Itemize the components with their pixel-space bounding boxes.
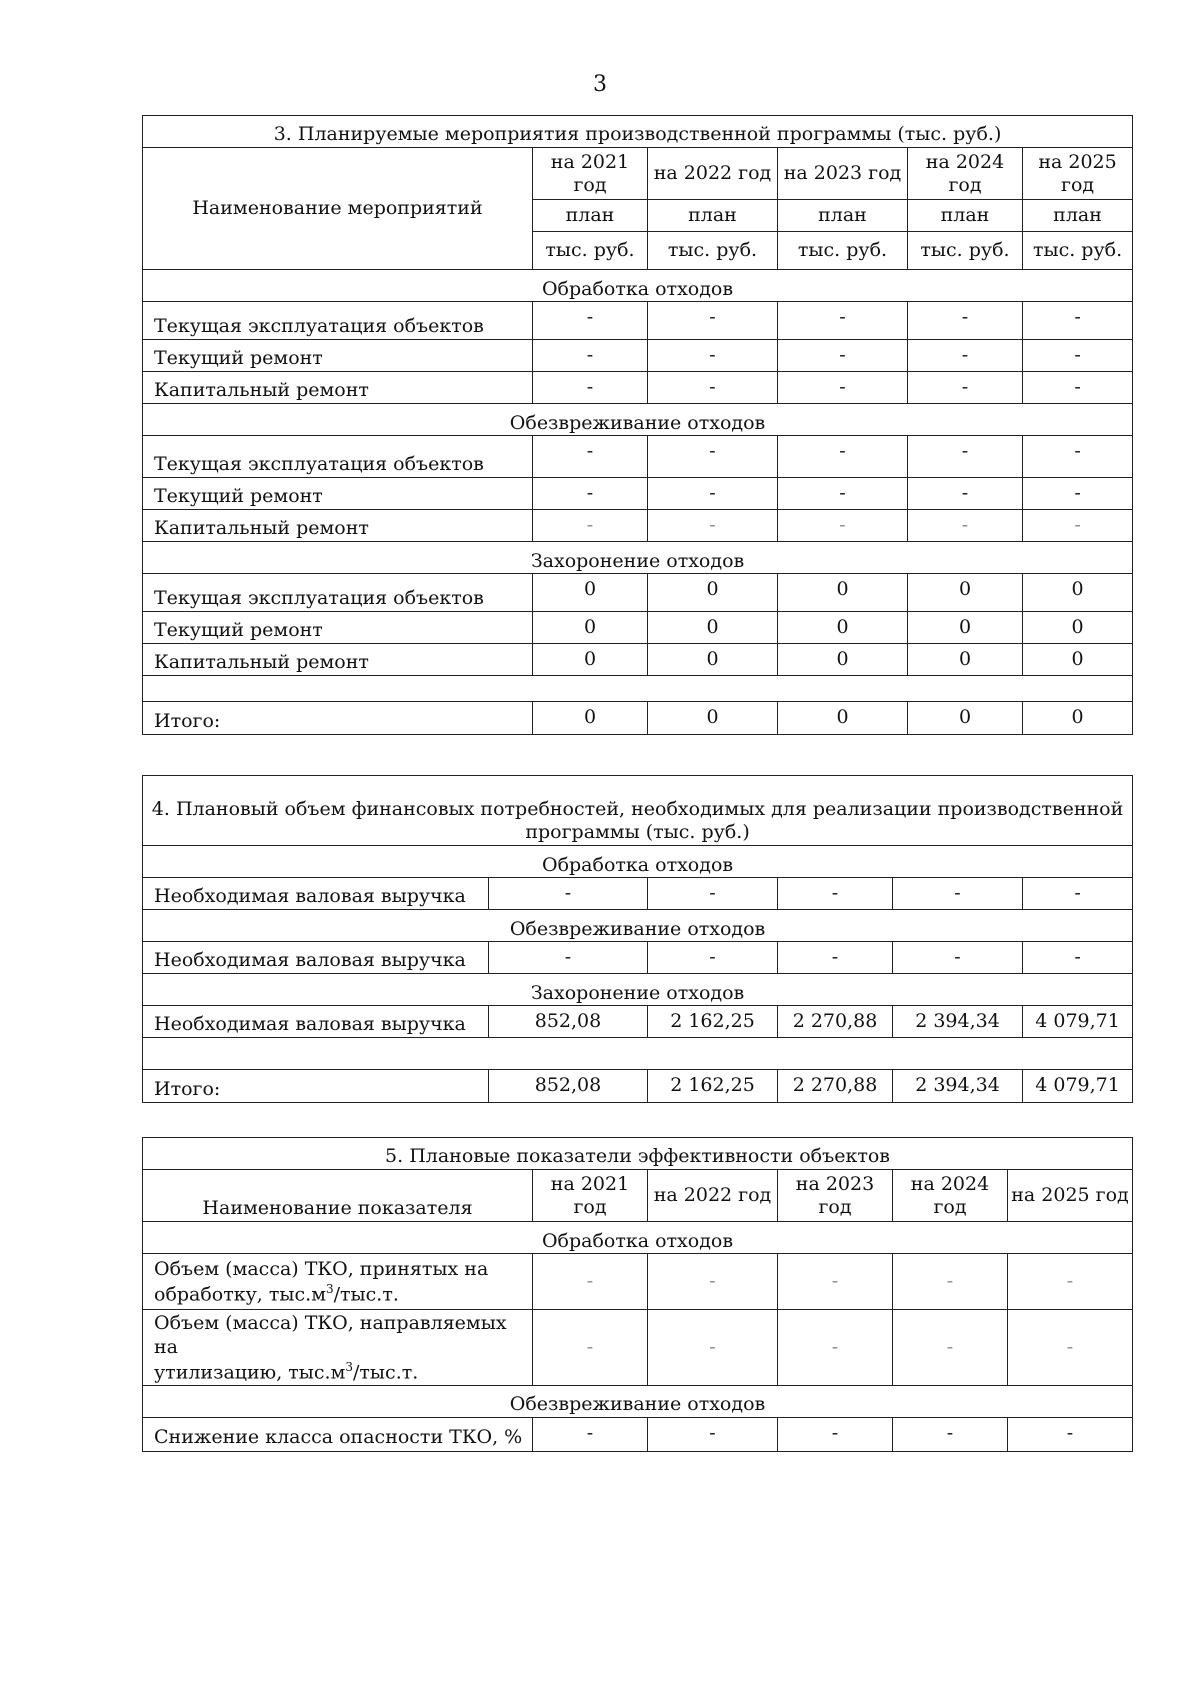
value-cell: - [648, 942, 778, 974]
value-cell: - [533, 436, 648, 478]
value-cell: - [1023, 510, 1133, 542]
value-cell: - [533, 1254, 648, 1310]
year-header: на 2024 год [893, 1170, 1008, 1222]
table5-title: 5. Плановые показатели эффективности объектов [143, 1138, 1133, 1170]
value-cell: 2 162,25 [648, 1006, 778, 1038]
value-cell: 0 [1023, 574, 1133, 612]
value-cell: - [648, 510, 778, 542]
value-cell: - [778, 436, 908, 478]
value-cell: 0 [648, 644, 778, 676]
value-cell: - [1023, 340, 1133, 372]
value-cell: - [1008, 1254, 1133, 1310]
value-cell: - [648, 1417, 778, 1451]
financial-needs-table [142, 775, 1133, 1103]
total-label: Итого: [143, 702, 533, 735]
section-title: Обезвреживание отходов [143, 404, 1133, 436]
value-cell: - [908, 436, 1023, 478]
value-cell: - [908, 302, 1023, 340]
value-cell: - [489, 942, 648, 974]
row-name: Текущая эксплуатация объектов [143, 436, 533, 478]
row-name-line2: утилизацию, тыс.м [154, 1360, 346, 1383]
row-name: Капитальный ремонт [143, 372, 533, 404]
value-cell: - [778, 878, 893, 910]
total-label: Итого: [143, 1070, 489, 1103]
row-name [143, 1254, 533, 1310]
row-name: Текущая эксплуатация объектов [143, 574, 533, 612]
value-cell: - [1023, 478, 1133, 510]
row-name: Текущий ремонт [143, 478, 533, 510]
value-cell: - [648, 340, 778, 372]
page-number: 3 [593, 72, 607, 97]
section-title: Захоронение отходов [143, 974, 1133, 1006]
value-cell: - [893, 1310, 1008, 1386]
efficiency-indicators-table [142, 1137, 1133, 1452]
section-title: Обработка отходов [143, 846, 1133, 878]
row-name: Необходимая валовая выручка [143, 878, 489, 910]
value-cell: - [893, 1254, 1008, 1310]
value-cell: 0 [1023, 612, 1133, 644]
value-cell: 0 [778, 612, 908, 644]
unit-label: тыс. руб. [1023, 232, 1133, 270]
value-cell: - [893, 942, 1023, 974]
value-cell: - [1008, 1310, 1133, 1386]
total-value: 0 [1023, 702, 1133, 735]
row-name-line2-suffix: /тыс.т. [333, 1283, 399, 1306]
value-cell: - [1023, 436, 1133, 478]
value-cell: - [648, 1254, 778, 1310]
year-header: на 2025 год [1008, 1170, 1133, 1222]
total-value: 2 162,25 [648, 1070, 778, 1103]
value-cell: 2 394,34 [893, 1006, 1023, 1038]
value-cell: - [648, 372, 778, 404]
value-cell: - [648, 436, 778, 478]
value-cell: - [533, 1310, 648, 1386]
total-value: 852,08 [489, 1070, 648, 1103]
value-cell: 4 079,71 [1023, 1006, 1133, 1038]
value-cell: - [908, 478, 1023, 510]
section-title: Обработка отходов [143, 1222, 1133, 1254]
value-cell: - [648, 302, 778, 340]
value-cell: - [778, 372, 908, 404]
row-name-line1: Объем (масса) ТКО, принятых на [154, 1258, 489, 1281]
value-cell: 0 [533, 574, 648, 612]
table4-title: 4. Плановый объем финансовых потребностей, необходимых для реализации производственной программы (тыс. руб.) [143, 776, 1133, 846]
value-cell: - [1023, 302, 1133, 340]
plan-label: план [1023, 200, 1133, 232]
year-header: на 2023 год [778, 148, 908, 200]
value-cell: 2 270,88 [778, 1006, 893, 1038]
section-title: Захоронение отходов [143, 542, 1133, 574]
value-cell: - [778, 478, 908, 510]
section-title: Обезвреживание отходов [143, 910, 1133, 942]
value-cell: - [533, 372, 648, 404]
unit-label: тыс. руб. [648, 232, 778, 270]
value-cell: - [533, 478, 648, 510]
year-header: на 2021 год [533, 1170, 648, 1222]
value-cell: 0 [648, 574, 778, 612]
total-value: 0 [648, 702, 778, 735]
total-value: 0 [533, 702, 648, 735]
value-cell: 0 [908, 612, 1023, 644]
value-cell: 0 [533, 612, 648, 644]
value-cell: 0 [533, 644, 648, 676]
year-header: на 2022 год [648, 1170, 778, 1222]
value-cell: - [778, 1310, 893, 1386]
row-name: Капитальный ремонт [143, 644, 533, 676]
value-cell: - [533, 340, 648, 372]
value-cell: 0 [648, 612, 778, 644]
value-cell: 0 [908, 644, 1023, 676]
value-cell: 0 [778, 644, 908, 676]
unit-label: тыс. руб. [778, 232, 908, 270]
value-cell: - [648, 878, 778, 910]
value-cell: 0 [908, 574, 1023, 612]
value-cell: - [778, 1254, 893, 1310]
total-value: 2 394,34 [893, 1070, 1023, 1103]
value-cell: - [648, 1310, 778, 1386]
year-header: на 2024 год [908, 148, 1023, 200]
unit-label: тыс. руб. [533, 232, 648, 270]
plan-label: план [533, 200, 648, 232]
total-value: 0 [778, 702, 908, 735]
table3-title: 3. Планируемые мероприятия производственной программы (тыс. руб.) [143, 116, 1133, 148]
value-cell: 0 [1023, 644, 1133, 676]
section-title: Обработка отходов [143, 270, 1133, 302]
row-name-line2-suffix: /тыс.т. [353, 1360, 419, 1383]
value-cell: - [908, 510, 1023, 542]
row-name: Капитальный ремонт [143, 510, 533, 542]
row-name: Необходимая валовая выручка [143, 1006, 489, 1038]
value-cell: - [778, 942, 893, 974]
value-cell: - [893, 1417, 1008, 1451]
total-value: 2 270,88 [778, 1070, 893, 1103]
table5-name-header: Наименование показателя [143, 1170, 533, 1222]
value-cell: - [778, 302, 908, 340]
row-name: Снижение класса опасности ТКО, % [143, 1417, 533, 1451]
value-cell: - [533, 510, 648, 542]
plan-label: план [908, 200, 1023, 232]
superscript: 3 [325, 1281, 334, 1296]
value-cell: - [1023, 878, 1133, 910]
total-value: 0 [908, 702, 1023, 735]
value-cell: - [1008, 1417, 1133, 1451]
value-cell: - [908, 340, 1023, 372]
row-name: Текущий ремонт [143, 340, 533, 372]
year-header: на 2021 год [533, 148, 648, 200]
value-cell: 852,08 [489, 1006, 648, 1038]
value-cell: - [778, 510, 908, 542]
plan-label: план [648, 200, 778, 232]
row-name-line2: обработку, тыс.м [154, 1283, 326, 1306]
value-cell: - [908, 372, 1023, 404]
value-cell: - [893, 878, 1023, 910]
value-cell: - [533, 1417, 648, 1451]
value-cell: 0 [778, 574, 908, 612]
row-name: Текущая эксплуатация объектов [143, 302, 533, 340]
spacer-row [143, 1038, 1133, 1070]
row-name [143, 1310, 533, 1386]
value-cell: - [533, 302, 648, 340]
superscript: 3 [345, 1359, 354, 1374]
row-name: Необходимая валовая выручка [143, 942, 489, 974]
year-header: на 2022 год [648, 148, 778, 200]
planned-activities-table [142, 115, 1133, 735]
value-cell: - [1023, 942, 1133, 974]
year-header: на 2025 год [1023, 148, 1133, 200]
value-cell: - [778, 1417, 893, 1451]
section-title: Обезвреживание отходов [143, 1385, 1133, 1417]
value-cell: - [648, 478, 778, 510]
total-value: 4 079,71 [1023, 1070, 1133, 1103]
spacer-row [143, 676, 1133, 702]
value-cell: - [489, 878, 648, 910]
row-name: Текущий ремонт [143, 612, 533, 644]
plan-label: план [778, 200, 908, 232]
row-name-line1: Объем (масса) ТКО, направляемых на [154, 1312, 507, 1358]
value-cell: - [1023, 372, 1133, 404]
table3-name-header: Наименование мероприятий [143, 148, 533, 270]
value-cell: - [778, 340, 908, 372]
year-header: на 2023 год [778, 1170, 893, 1222]
unit-label: тыс. руб. [908, 232, 1023, 270]
